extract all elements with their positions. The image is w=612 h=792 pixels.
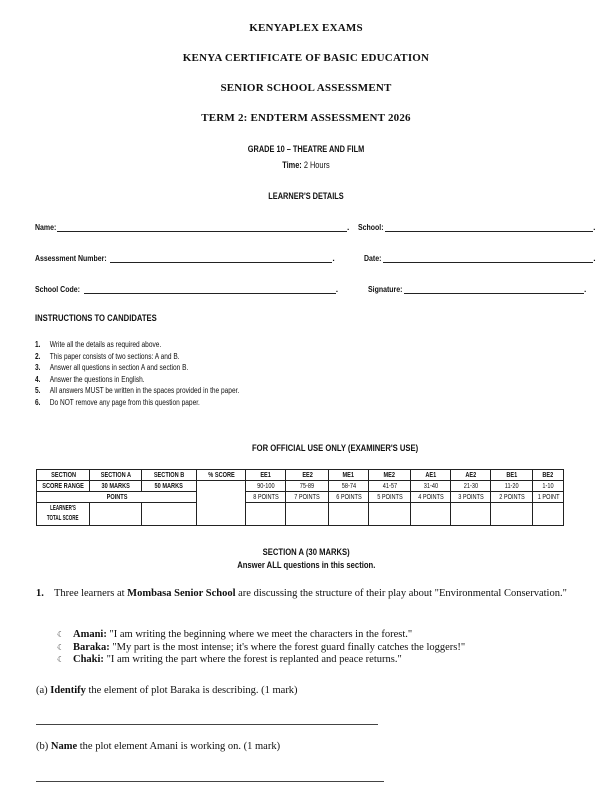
assessment-number-line[interactable] (110, 254, 332, 263)
name-field[interactable]: Name: . (35, 222, 350, 232)
assessment-number-label: Assessment Number: (35, 253, 107, 263)
certificate-title: KENYA CERTIFICATE OF BASIC EDUCATION (182, 52, 430, 64)
header-cell: AE2 (451, 470, 491, 481)
score-table (36, 469, 564, 526)
date-label: Date: (364, 253, 382, 263)
instruction-item: 1. Write all the details as required above. (35, 340, 162, 349)
signature-field[interactable]: Signature: . (368, 284, 587, 294)
instruction-item: 3. Answer all questions in section A and section B. (35, 363, 189, 372)
instruction-item: 6. Do NOT remove any page from this question paper. (35, 397, 200, 407)
school-code-field[interactable]: School Code: . (35, 284, 339, 294)
header-cell: ME2 (369, 470, 411, 481)
header-cell: SECTION (37, 470, 90, 481)
time-line: Time: 2 Hours (282, 160, 330, 170)
range-cell: 90-100 (246, 481, 286, 492)
grade-cell[interactable] (411, 503, 451, 526)
question-1b: (b) Name the plot element Amani is working on. (1 mark) (36, 741, 281, 752)
school-field[interactable]: School: . (358, 222, 596, 232)
section-b-score-cell[interactable] (142, 503, 197, 526)
range-cell: 41-57 (369, 481, 411, 492)
school-line[interactable] (385, 223, 593, 232)
official-use-title: FOR OFFICIAL USE ONLY (EXAMINER'S USE) (252, 443, 419, 453)
list-item: ☾ Chaki: "I am writing the part where the forest is replanted and peace returns." (57, 654, 402, 665)
instruction-item: 2. This paper consists of two sections: A and B. (35, 351, 180, 361)
assessment-number-field[interactable]: Assessment Number: . (35, 253, 335, 263)
range-cell: 58-74 (329, 481, 369, 492)
school-code-label: School Code: (35, 284, 80, 294)
section-a-title: SECTION A (30 MARKS) (262, 547, 350, 557)
header-cell: BE1 (491, 470, 533, 481)
bullet-icon: ☾ (57, 655, 65, 664)
score-range-row (37, 481, 564, 492)
list-item: ☾ Baraka: "My part is the most intense; it's where the forest guard finally catches the loggers!" (57, 641, 466, 653)
question-1-bullets (57, 629, 465, 667)
instructions-title: INSTRUCTIONS TO CANDIDATES (35, 313, 157, 323)
grade-cell[interactable] (451, 503, 491, 526)
header-cell: % SCORE (197, 470, 246, 481)
grade-cell[interactable] (246, 503, 286, 526)
question-number: 1. (36, 588, 44, 599)
school-label: School: (358, 222, 384, 232)
points-cell: 8 POINTS (246, 492, 286, 503)
range-cell: 75-89 (286, 481, 329, 492)
percent-score-cell[interactable] (197, 481, 246, 526)
date-field[interactable]: Date: . (364, 253, 596, 263)
header-cell: EE2 (286, 470, 329, 481)
points-cell: 5 POINTS (369, 492, 411, 503)
subject-title: GRADE 10 – THEATRE AND FILM (247, 144, 365, 154)
name-line[interactable] (57, 223, 347, 232)
points-cell: 4 POINTS (411, 492, 451, 503)
header-cell: ME1 (329, 470, 369, 481)
instructions-list (35, 339, 379, 408)
grade-cell[interactable] (369, 503, 411, 526)
header-cell: SECTION A (90, 470, 142, 481)
date-line[interactable] (383, 254, 593, 263)
question-1 (36, 587, 576, 600)
name-label: Name: (35, 222, 57, 232)
section-a-marks: 30 MARKS (90, 481, 142, 492)
instruction-item: 5. All answers MUST be written in the spaces provided in the paper. (35, 386, 240, 395)
exam-org-title: KENYAPLEX EXAMS (249, 22, 363, 34)
points-cell: 2 POINTS (491, 492, 533, 503)
range-cell: 1-10 (533, 481, 564, 492)
score-range-label: SCORE RANGE (37, 481, 90, 492)
header-cell: BE2 (533, 470, 564, 481)
header-cell: SECTION B (142, 470, 197, 481)
points-cell: 1 POINT (533, 492, 564, 503)
points-cell: 7 POINTS (286, 492, 329, 503)
grade-cell[interactable] (533, 503, 564, 526)
range-cell: 11-20 (491, 481, 533, 492)
score-table-header-row (37, 470, 564, 481)
assessment-title: SENIOR SCHOOL ASSESSMENT (220, 82, 392, 94)
question-1a: (a) Identify the element of plot Baraka is describing. (1 mark) (36, 685, 298, 696)
section-b-marks: 50 MARKS (142, 481, 197, 492)
learner-details-heading: LEARNER'S DETAILS (268, 191, 344, 201)
points-label: POINTS (37, 492, 197, 503)
bullet-icon: ☾ (57, 630, 65, 639)
question-1-text: Three learners at Mombasa Senior School are discussing the structure of their play about "Environmental Conservation." (54, 588, 567, 599)
section-a-instruction: Answer ALL questions in this section. (236, 560, 376, 570)
points-cell: 3 POINTS (451, 492, 491, 503)
answer-line-1a[interactable] (36, 724, 378, 725)
range-cell: 21-30 (451, 481, 491, 492)
school-code-line[interactable] (84, 285, 336, 294)
signature-label: Signature: (368, 284, 403, 294)
range-cell: 31-40 (411, 481, 451, 492)
header-cell: AE1 (411, 470, 451, 481)
points-cell: 6 POINTS (329, 492, 369, 503)
section-a-score-cell[interactable] (90, 503, 142, 526)
grade-cell[interactable] (329, 503, 369, 526)
learner-total-row (37, 503, 564, 526)
signature-line[interactable] (404, 285, 584, 294)
instruction-item: 4. Answer the questions in English. (35, 374, 145, 384)
bullet-icon: ☾ (57, 642, 65, 652)
grade-cell[interactable] (286, 503, 329, 526)
points-row (37, 492, 564, 503)
header-cell: EE1 (246, 470, 286, 481)
grade-cell[interactable] (491, 503, 533, 526)
learner-total-label: LEARNER'S TOTAL SCORE (37, 503, 90, 526)
list-item: ☾ Amani: "I am writing the beginning where we meet the characters in the forest." (57, 629, 413, 640)
term-title: TERM 2: ENDTERM ASSESSMENT 2026 (201, 112, 411, 124)
answer-line-1b[interactable] (36, 781, 384, 782)
